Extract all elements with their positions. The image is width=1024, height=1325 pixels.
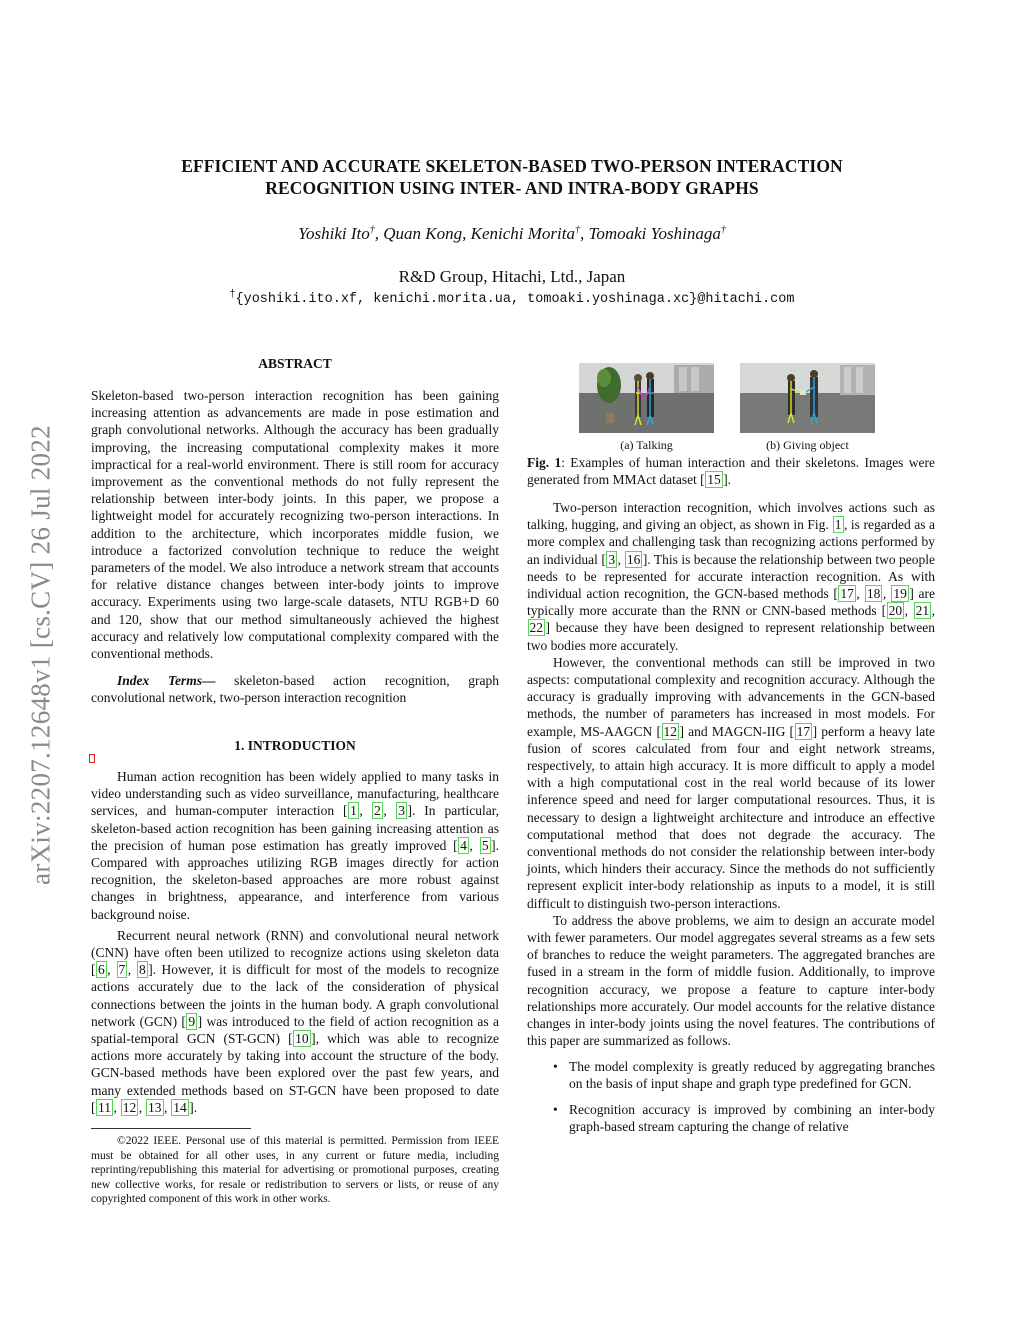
- author-list: [90, 223, 934, 245]
- bullet-icon: •: [553, 1101, 558, 1117]
- citation-link[interactable]: 16: [626, 551, 641, 567]
- citation-link[interactable]: 9: [188, 1013, 196, 1029]
- right-column-body: [527, 499, 935, 1144]
- annotation-marker: [89, 754, 95, 763]
- citation-link[interactable]: 10: [295, 1031, 309, 1047]
- subfigure-caption-b: (b) Giving object: [766, 438, 849, 452]
- footnote-rule: [91, 1128, 251, 1129]
- email-list: {yoshiki.ito.xf, kenichi.morita.ua, tomoaki.yoshinaga.xc}@hitachi.com: [235, 292, 795, 307]
- citation-link[interactable]: 1: [350, 803, 357, 819]
- author-name: , Tomoaki Yoshinaga: [579, 224, 721, 243]
- list-item: [527, 1058, 935, 1092]
- figure-caption-text: Fig. 1: Examples of human interaction and their skeletons. Images were generated from MMAct dataset [ 15 ].: [527, 455, 936, 488]
- bullet-icon: •: [553, 1058, 558, 1074]
- intro-heading: 1. INTRODUCTION: [234, 738, 356, 753]
- talking-scene-illustration: [579, 363, 714, 433]
- figure-image-talking: [579, 363, 714, 433]
- copyright-footnote: [91, 1134, 499, 1207]
- citation-link[interactable]: 5: [481, 837, 489, 853]
- citation-link[interactable]: 3: [398, 803, 405, 819]
- citation-link[interactable]: 17: [796, 723, 811, 739]
- body-paragraph: To address the above problems, we aim to design an accurate model with fewer parameters. Our model aggregates several streams as a few sets of branches to reduce the weight parameters. The aggregated branches are fused in a stream in the form of middle fusion. Additionally, to improve recognition accuracy, we propose a feature to capture inter-body relationships more accurately. Our model accounts for the relative distance changes in inter-body joints using the novel features. The contributions of this paper are summarized as follows.: [527, 912, 935, 1049]
- contribution-list: [527, 1058, 935, 1136]
- figure-reference-link[interactable]: 1: [834, 517, 842, 533]
- subfigure-caption-a: (a) Talking: [620, 438, 673, 452]
- citation-link[interactable]: 8: [139, 962, 146, 978]
- dagger-mark: †: [369, 224, 375, 236]
- citation-link[interactable]: 11: [98, 1099, 111, 1115]
- footnote-text: ©2022 IEEE. Personal use of this material is permitted. Permission from IEEE must be obtained for all other uses, in any current or future media, including reprinting/republishing this material for advertising or promotional purposes, creating new collective works, for resale or redistribution to servers or lists, or reuse of any copyrighted component of this work in other works.: [91, 1135, 499, 1205]
- author-emails: [90, 290, 934, 310]
- citation-link[interactable]: 21: [915, 603, 930, 619]
- citation-link[interactable]: 2: [374, 803, 381, 819]
- intro-paragraph: Recurrent neural network (RNN) and convolutional neural network (CNN) have often been utilized to recognize actions using skeleton data [ 6 , 7 , 8 ]. However, it is difficult for most of the models to recognize actions accurately due to the lack of the consideration of physical connections between the joints in the human body. A graph convolutional network (GCN) [ 9 ] was introduced to the field of action recognition as a spatial-temporal GCN (ST-GCN) [ 10 ], which was able to recognize actions more accurately by taking into account the structure of the body. GCN-based methods have been explored over the past few years, and many extended methods based on ST-GCN have been proposed to date [ 11 , 12 , 13 , 14 ].: [91, 927, 500, 1115]
- abstract-heading: ABSTRACT: [258, 356, 332, 371]
- affiliation: R&D Group, Hitachi, Ltd., Japan: [398, 267, 626, 286]
- list-item: [527, 1101, 935, 1135]
- index-terms-label: Index Terms—: [117, 673, 216, 689]
- abstract-text: Skeleton-based two-person interaction recognition has been gaining increasing attention as advancements are made in pose estimation and graph convolutional networks. Although the accuracy has been gradually improving, the increasing computational complexity makes it more impractical for a real-world environment. There is still room for accuracy improvement as the conventional methods do not fully represent the relationship between inter-body joints. In this paper, we propose a lightweight model for accurately recognizing two-person interactions. In addition to the architecture, which incorporates middle fusion, we introduce a factorized convolution technique to reduce the weight parameters of the model. We also introduce a network stream that accounts for relative distance changes between inter-body joints to improve accuracy. Experiments using two large-scale datasets, NTU RGB+D 60 and 120, show that our method simultaneously achieved the highest accuracy and relatively low computational complexity compared with the conventional methods.: [91, 388, 499, 662]
- citation-link[interactable]: 12: [663, 723, 677, 739]
- citation-link[interactable]: 7: [118, 962, 126, 978]
- citation-link[interactable]: 17: [840, 586, 854, 602]
- dagger-mark: †: [720, 224, 726, 236]
- dagger-mark: †: [229, 289, 236, 301]
- citation-link[interactable]: 12: [122, 1099, 137, 1115]
- figure-caption: [527, 454, 935, 488]
- figure-label: Fig. 1: [527, 455, 562, 470]
- index-terms: [91, 672, 499, 706]
- index-terms-text: skeleton-based action recognition, graph convolutional network, two-person interaction recognition: [91, 673, 499, 706]
- citation-link[interactable]: 22: [529, 620, 543, 636]
- title-line-2: RECOGNITION USING INTER- AND INTRA-BODY GRAPHS: [265, 178, 759, 198]
- citation-link[interactable]: 14: [173, 1099, 187, 1115]
- citation-link[interactable]: 3: [608, 551, 616, 567]
- citation-link[interactable]: 13: [148, 1099, 162, 1115]
- list-item-text: The model complexity is greatly reduced by aggregating branches on the basis of input shape and graph type predefined for GCN.: [569, 1058, 935, 1091]
- paper-title: [90, 155, 934, 199]
- figure-image-giving-object: [740, 363, 875, 433]
- arxiv-id: arXiv:2207.12648v1 [cs.CV] 26 Jul 2022: [25, 425, 56, 885]
- citation-link[interactable]: 4: [460, 837, 467, 853]
- citation-link[interactable]: 6: [98, 962, 105, 978]
- arxiv-stamp: [27, 365, 55, 945]
- citation-link[interactable]: 19: [893, 586, 907, 602]
- giving-object-scene-illustration: [740, 363, 875, 433]
- body-paragraph: However, the conventional methods can still be improved in two aspects: computational complexity and recognition accuracy. Although the accuracy is gradually improving with advancements in the GCN-based methods, the number of parameters has increased in most models. For example, MS-AAGCN [ 12 ] and MAGCN-IIG [ 17 ] perform a heavy late fusion of scores calculated from four and eight network streams, respectively, to attain high accuracy. It is more difficult to apply a model with a high computational cost in the real world because of its lower inference speed and need for larger computational resources. Thus, it is necessary to design a lightweight architecture and introduce an effective computational method that does not degrade the accuracy. The conventional methods do not consider the relationship between inter-body joints, which hinders their accuracy. Since the methods do not sufficiently represent explicit inter-body relationship as inputs to a model, it is still difficult to distinguish two-person interactions.: [527, 654, 936, 911]
- abstract-body: [91, 387, 499, 707]
- citation-link[interactable]: 18: [866, 586, 881, 602]
- citation-link[interactable]: 15: [707, 472, 721, 488]
- author-name: , Quan Kong, Kenichi Morita: [374, 224, 575, 243]
- figure-1: [527, 363, 935, 458]
- dagger-mark: †: [574, 224, 580, 236]
- title-line-1: EFFICIENT AND ACCURATE SKELETON-BASED TWO-PERSON INTERACTION: [181, 156, 843, 176]
- intro-paragraph: Human action recognition has been widely applied to many tasks in video understanding such as video surveillance, manufacturing, healthcare services, and human-computer interaction [ 1 , 2 , 3 ]. In particular, skeleton-based action recognition has been gaining increasing attention as the precision of human pose estimation has greatly improved [ 4 , 5 ]. Compared with approaches utilizing RGB images directly for action recognition, the skeleton-based approaches are more robust against changes in brightness, appearance, and interference from various background noise.: [91, 769, 500, 922]
- author-name: Yoshiki Ito: [298, 224, 370, 243]
- list-item-text: Recognition accuracy is improved by combining an inter-body graph-based stream capturing the change of relative: [569, 1101, 935, 1135]
- citation-link[interactable]: 20: [888, 603, 903, 619]
- body-paragraph: Two-person interaction recognition, which involves actions such as talking, hugging, and giving an object, as shown in Fig. 1 , is regarded as a more complex and challenging task than recognizing actions performed by an individual [ 3 , 16 ]. This is because the relationship between two people needs to be represented for accurate interaction recognition. As with individual action recognition, the GCN-based methods [ 17 , 18 , 19 ] are typically more accurate than the RNN or CNN-based methods [ 20 , 21 , 22 ] because they have been designed to represent relationship between two bodies more accurately.: [527, 500, 936, 653]
- intro-body: [91, 768, 499, 1116]
